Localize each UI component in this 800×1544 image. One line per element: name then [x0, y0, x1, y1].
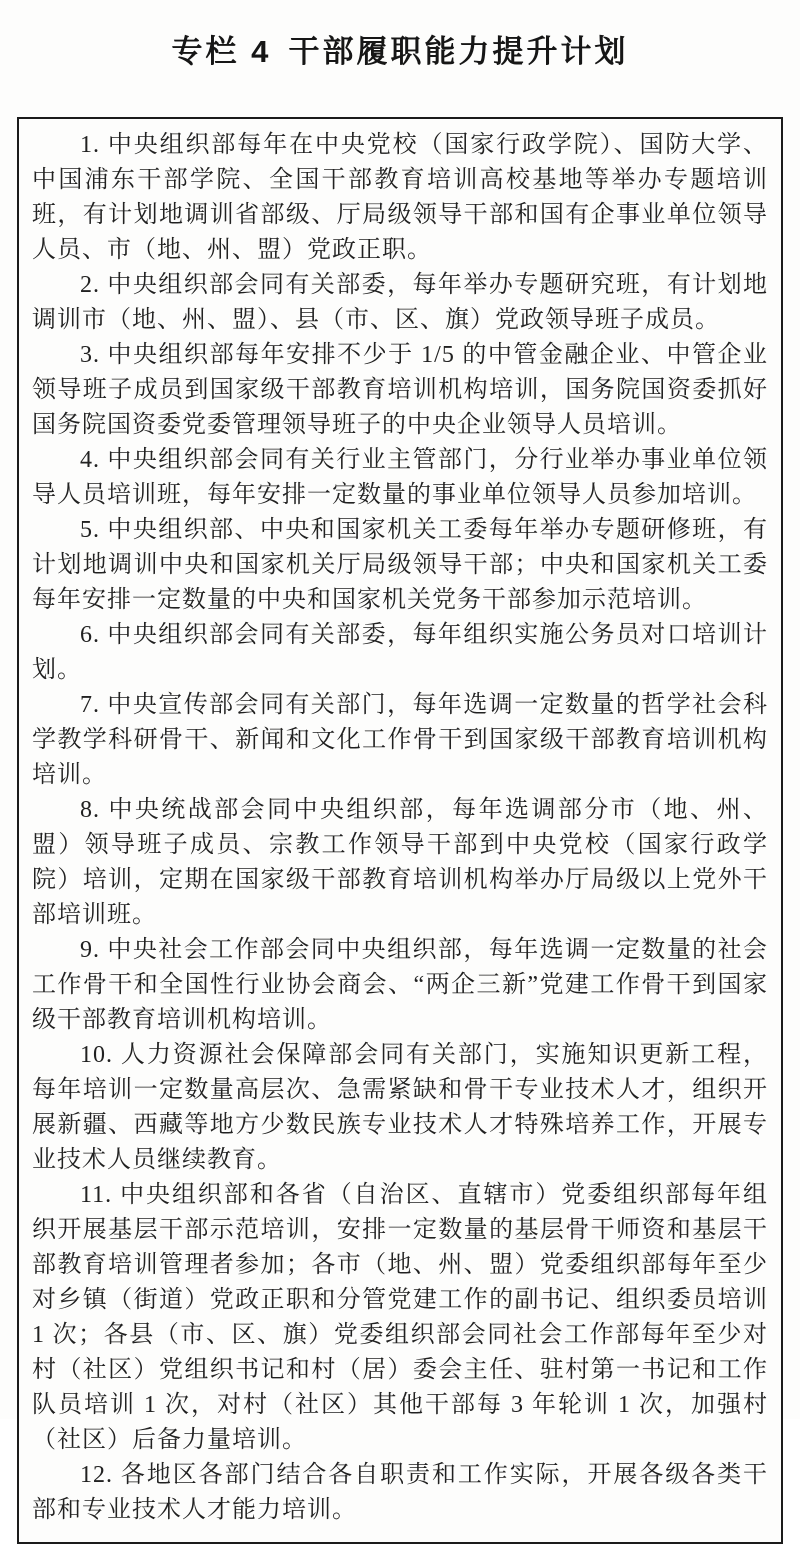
box-paragraph-5: 5. 中央组织部、中央和国家机关工委每年举办专题研修班，有计划地调训中央和国家机关厅局级领导干部；中央和国家机关工委每年安排一定数量的中央和国家机关党务干部参加示范培训。: [32, 517, 768, 613]
box-paragraph-1: 1. 中央组织部每年在中央党校（国家行政学院）、国防大学、中国浦东干部学院、全国干部教育培训高校基地等举办专题培训班，有计划地调训省部级、厅局级领导干部和国有企事业单位领导人员、市（地、州、盟）党政正职。: [32, 132, 768, 263]
box-paragraph-12: 12. 各地区各部门结合各自职责和工作实际，开展各级各类干部和专业技术人才能力培训。: [32, 1462, 768, 1523]
column-title-text: 干部履职能力提升计划: [288, 34, 629, 69]
box-paragraph-4: 4. 中央组织部会同有关行业主管部门，分行业举办事业单位领导人员培训班，每年安排一定数量的事业单位领导人员参加培训。: [32, 447, 768, 508]
box-paragraph-6: 6. 中央组织部会同有关部委，每年组织实施公务员对口培训计划。: [32, 622, 768, 683]
box-paragraph-8: 8. 中央统战部会同中央组织部，每年选调部分市（地、州、盟）领导班子成员、宗教工作领导干部到中央党校（国家行政学院）培训，定期在国家级干部教育培训机构举办厅局级以上党外干部培训班。: [32, 797, 768, 928]
box-paragraph-7: 7. 中央宣传部会同有关部门，每年选调一定数量的哲学社会科学教学科研骨干、新闻和文化工作骨干到国家级干部教育培训机构培训。: [32, 692, 768, 788]
content-box: [17, 117, 783, 1544]
page-title: [0, 0, 800, 71]
box-paragraph-11: 11. 中央组织部和各省（自治区、直辖市）党委组织部每年组织开展基层干部示范培训，安排一定数量的基层骨干师资和基层干部教育培训管理者参加；各市（地、州、盟）党委组织部每年至少对乡镇（街道）党政正职和分管党建工作的副书记、组织委员培训 1 次；各县（市、区、旗）党委组织部会同社会工作部每年至少对村（社区）党组织书记和村（居）委会主任、驻村第一书记和工作队员培训 1 次，对村（社区）其他干部每 3 年轮训 1 次，加强村（社区）后备力量培训。: [32, 1182, 768, 1453]
box-paragraph-10: 10. 人力资源社会保障部会同有关部门，实施知识更新工程，每年培训一定数量高层次、急需紧缺和骨干专业技术人才，组织开展新疆、西藏等地方少数民族专业技术人才特殊培养工作，开展专业技术人员继续教育。: [32, 1042, 768, 1173]
box-paragraph-3: 3. 中央组织部每年安排不少于 1/5 的中管金融企业、中管企业领导班子成员到国家级干部教育培训机构培训，国务院国资委抓好国务院国资委党委管理领导班子的中央企业领导人员培训。: [32, 342, 768, 438]
box-paragraph-9: 9. 中央社会工作部会同中央组织部，每年选调一定数量的社会工作骨干和全国性行业协会商会、“两企三新”党建工作骨干到国家级干部教育培训机构培训。: [32, 937, 768, 1033]
box-paragraph-2: 2. 中央组织部会同有关部委，每年举办专题研究班，有计划地调训市（地、州、盟）、县（市、区、旗）党政领导班子成员。: [32, 272, 768, 333]
column-number-label: 专栏 4: [171, 34, 272, 69]
